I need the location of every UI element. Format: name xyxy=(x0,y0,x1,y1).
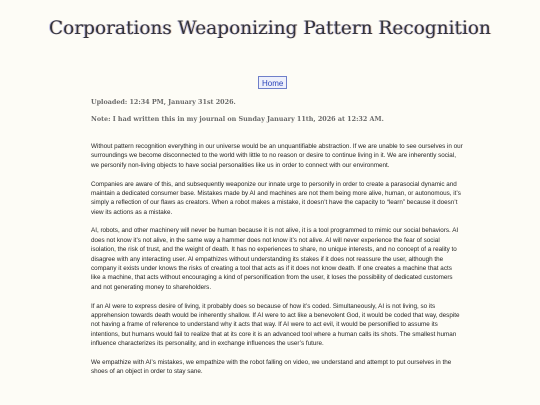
upload-timestamp: Uploaded: 12:34 PM, January 31st 2026. xyxy=(91,98,236,106)
article-paragraph: Without pattern recognition everything in our universe would be an unquantifiable abstraction. If we are unable to see ourselves in our surroundings we become disconnected to the world with little to no reason or desire to continue living in it. We are inherently social, we personify non-living objects to have social personalities like us in order to connect with our environment. xyxy=(91,143,463,169)
page-title: Corporations Weaponizing Pattern Recognition xyxy=(49,18,491,39)
home-button[interactable]: Home xyxy=(258,76,287,89)
article-body xyxy=(91,142,463,386)
article-paragraph: AI, robots, and other machinery will never be human because it is not alive, it is a tool programmed to mimic our social behaviors. AI does not know it’s not alive, in the same way a hammer does not know it’s not alive. AI will never experience the fear of social isolation, the risk of trust, and the weight of death. It has no experiences to share, no unique interests, and no concept of a reality to disagree with any interacting user. AI empathizes without understanding its stakes if it does not reassure the user, although the company it exists under knows the risks of creating a tool that acts as if it does not know death. If one creates a machine that acts like a machine, that acts without encouraging a kind of personification from the user, it loses the possibility of dedicated customers and not generating money to shareholders. xyxy=(91,227,459,291)
article-paragraph: If an AI were to express desire of living, it probably does so because of how it’s coded. Simultaneously, AI is not living, so its apprehension towards death would be inherently shallow. If AI were to act like a benevolent God, it would be coded that way, despite not having a frame of reference to understand why it acts that way. If AI were to act evil, it would be personified to assume its intentions, but humans would fail to realize that at its core it is an advanced tool where a human calls its shots. The smallest human influence characterizes its personality, and in exchange influences the user’s future. xyxy=(91,302,460,348)
journal-note: Note: I had written this in my journal on Sunday January 11th, 2026 at 12:32 AM. xyxy=(91,115,384,123)
article-paragraph: We empathize with AI’s mistakes, we empathize with the robot falling on video, we understand and attempt to put ourselves in the shoes of an object in order to stay sane. xyxy=(91,358,452,376)
article-paragraph: Companies are aware of this, and subsequently weaponize our innate urge to personify in order to create a parasocial dynamic and maintain a dedicated consumer base. Mistakes made by AI and machines are not them being more alive, human, or autonomous, it’s simply a reflection of our flaws as creators. When a robot makes a mistake, it doesn’t have the capacity to “learn” because it doesn’t view its actions as a mistake. xyxy=(91,180,461,216)
